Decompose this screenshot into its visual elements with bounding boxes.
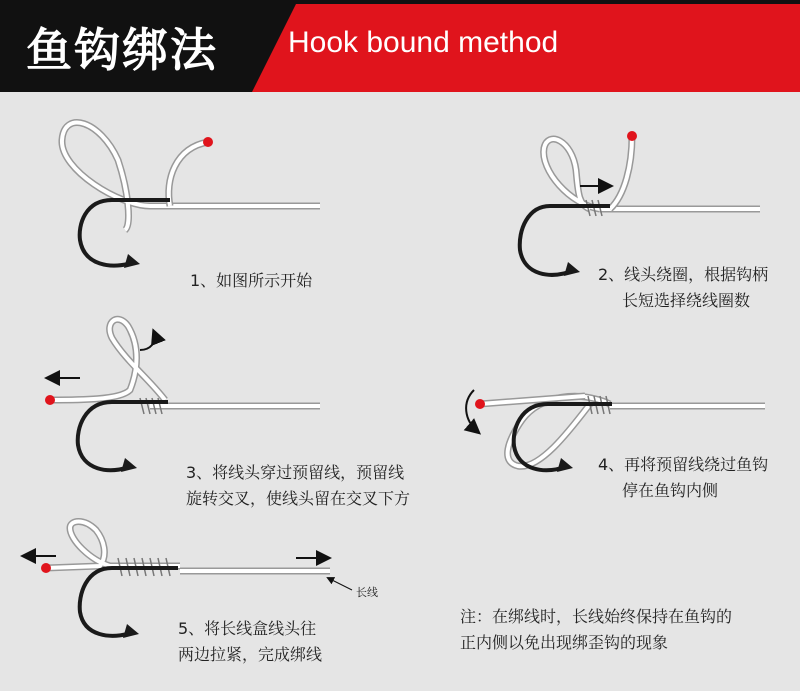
line-tip-dot bbox=[203, 137, 213, 147]
title-english: Hook bound method bbox=[288, 26, 559, 59]
note-text: 注：在绑线时，长线始终保持在鱼钩的 正内侧以免出现绑歪钩的现象 bbox=[460, 607, 733, 652]
step-1-caption: 1、如图所示开始 bbox=[190, 271, 313, 290]
hook-icon bbox=[520, 206, 610, 275]
hook-icon bbox=[78, 402, 168, 470]
header-banner bbox=[0, 0, 800, 92]
step-3-caption: 3、将线头穿过预留线，预留线 旋转交叉，使线头留在交叉下方 bbox=[186, 463, 411, 508]
rotation-arrow-icon bbox=[466, 390, 478, 432]
line-tip-dot bbox=[627, 131, 637, 141]
line-tip-dot bbox=[475, 399, 485, 409]
line-tip-dot bbox=[41, 563, 51, 573]
rotation-arrow-icon bbox=[140, 332, 155, 350]
step-1-figure bbox=[62, 123, 320, 268]
fishing-line bbox=[62, 123, 320, 230]
title-chinese: 鱼钩绑法 bbox=[26, 23, 218, 77]
step-2-caption: 2、线头绕圈，根据钩柄 长短选择绕线圈数 bbox=[598, 265, 769, 310]
long-line-label: 长线 bbox=[356, 586, 378, 599]
pointer-arrow-icon bbox=[328, 578, 352, 590]
step-2-figure bbox=[520, 131, 760, 276]
step-3-figure bbox=[45, 319, 320, 472]
line-tip-dot bbox=[45, 395, 55, 405]
step-5-caption: 5、将长线盒线头往 两边拉紧，完成绑线 bbox=[178, 619, 323, 664]
illustration-panel bbox=[0, 92, 800, 691]
step-4-caption: 4、再将预留线绕过鱼钩 停在鱼钩内侧 bbox=[598, 455, 769, 500]
